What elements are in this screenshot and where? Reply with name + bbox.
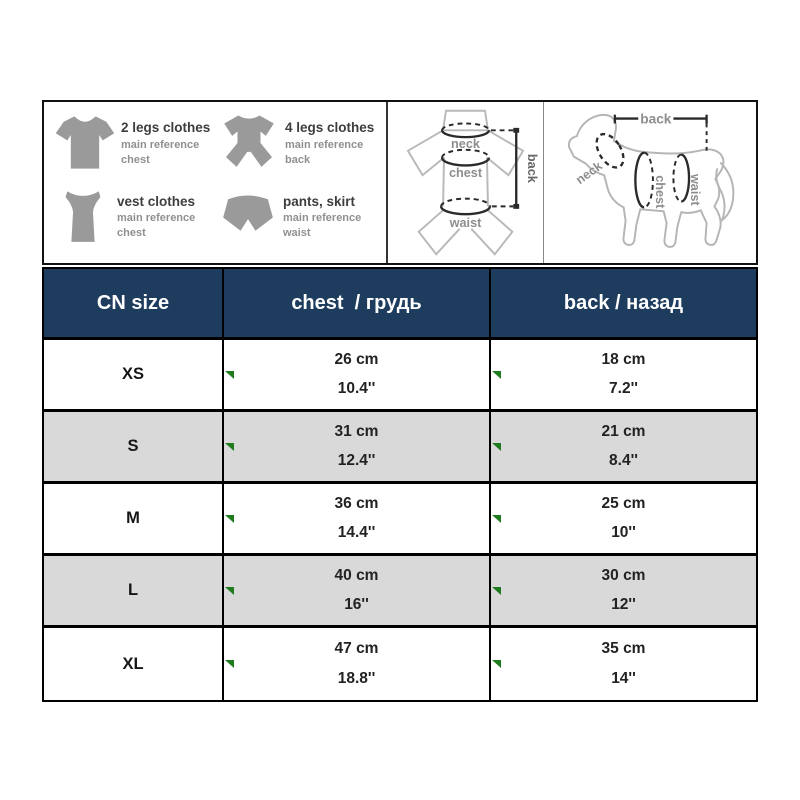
dog-diagram-drawing	[544, 102, 756, 263]
legend-item-2legs	[54, 110, 218, 184]
legend-title: 2 legs clothes	[121, 120, 211, 135]
garment-back-label: back	[524, 153, 539, 183]
back-cell	[491, 628, 756, 700]
header-back: back / назад	[563, 291, 684, 314]
chest-in: 18.8''	[337, 670, 376, 687]
legend-item-vest	[54, 184, 218, 258]
size-label: S	[127, 437, 139, 455]
chest-cm: 31 cm	[334, 423, 379, 440]
table-row-xl	[44, 628, 756, 700]
legend-item-4legs	[218, 110, 382, 184]
dog-neck-label: neck	[573, 158, 605, 188]
size-label: M	[126, 509, 140, 527]
back-cm: 30 cm	[601, 567, 646, 584]
dog-waist-label: waist	[687, 173, 702, 206]
four-leg-suit-icon	[218, 112, 280, 174]
table-row-m	[44, 484, 756, 556]
back-in: 14''	[611, 670, 636, 687]
table-row-s	[44, 412, 756, 484]
back-in: 12''	[611, 596, 636, 613]
chest-cell	[224, 484, 491, 553]
header-chest: chest / грудь	[224, 269, 491, 337]
chest-in: 10.4''	[337, 380, 376, 397]
chest-in: 16''	[344, 596, 369, 613]
green-corner-marker-icon	[492, 371, 501, 379]
chest-cm: 47 cm	[334, 640, 379, 657]
green-corner-marker-icon	[492, 515, 501, 523]
size-label: L	[127, 581, 139, 599]
legend-title: 4 legs clothes	[285, 120, 375, 135]
garment-diagram-drawing	[388, 102, 543, 263]
header-cn-size: CN size	[44, 269, 224, 337]
back-cell	[491, 412, 756, 481]
chest-cell	[224, 340, 491, 409]
back-cell	[491, 340, 756, 409]
green-corner-marker-icon	[492, 660, 501, 668]
legend-subtitle: main reference chest	[121, 138, 200, 166]
green-corner-marker-icon	[225, 587, 234, 595]
dog-back-label: back	[640, 111, 672, 127]
back-cm: 18 cm	[601, 351, 646, 368]
chest-in: 12.4''	[337, 452, 376, 469]
garment-waist-label: waist	[449, 215, 482, 230]
garment-type-legend	[44, 102, 388, 263]
legend-subtitle: main reference back	[285, 138, 364, 166]
chest-cm: 36 cm	[334, 495, 379, 512]
size-label: XL	[122, 654, 144, 673]
garment-measure-diagram	[388, 102, 544, 263]
vest-icon	[54, 186, 112, 248]
chest-cell	[224, 556, 491, 625]
back-cm: 21 cm	[601, 423, 646, 440]
table-header-row	[44, 269, 756, 340]
legend-title: vest clothes	[117, 193, 196, 209]
back-in: 10''	[611, 524, 636, 541]
table-row-l	[44, 556, 756, 628]
dog-chest-label: chest	[652, 175, 667, 209]
legend-subtitle: main reference waist	[283, 212, 362, 240]
green-corner-marker-icon	[225, 371, 234, 379]
size-label: XS	[121, 365, 144, 383]
green-corner-marker-icon	[492, 443, 501, 451]
back-cm: 25 cm	[601, 495, 646, 512]
measure-guide-panel	[42, 100, 758, 265]
garment-chest-label: chest	[448, 166, 483, 181]
garment-neck-label: neck	[451, 136, 480, 151]
chest-in: 14.4''	[337, 524, 376, 541]
size-table	[42, 267, 758, 702]
green-corner-marker-icon	[492, 587, 501, 595]
back-cell	[491, 556, 756, 625]
green-corner-marker-icon	[225, 515, 234, 523]
chest-cell	[224, 412, 491, 481]
legend-subtitle: main reference chest	[117, 212, 196, 240]
chest-cm: 40 cm	[334, 567, 379, 584]
back-in: 8.4''	[609, 452, 638, 469]
green-corner-marker-icon	[225, 443, 234, 451]
back-in: 7.2''	[609, 380, 638, 397]
legend-item-pants	[218, 184, 382, 258]
table-row-xs	[44, 340, 756, 412]
pants-icon	[218, 186, 278, 244]
back-cm: 35 cm	[601, 640, 646, 657]
tshirt-icon	[54, 112, 116, 174]
chest-cm: 26 cm	[334, 351, 379, 368]
dog-measure-diagram	[544, 102, 756, 263]
chest-cell	[224, 628, 491, 700]
back-cell	[491, 484, 756, 553]
green-corner-marker-icon	[225, 660, 234, 668]
legend-title: pants, skirt	[283, 193, 356, 209]
